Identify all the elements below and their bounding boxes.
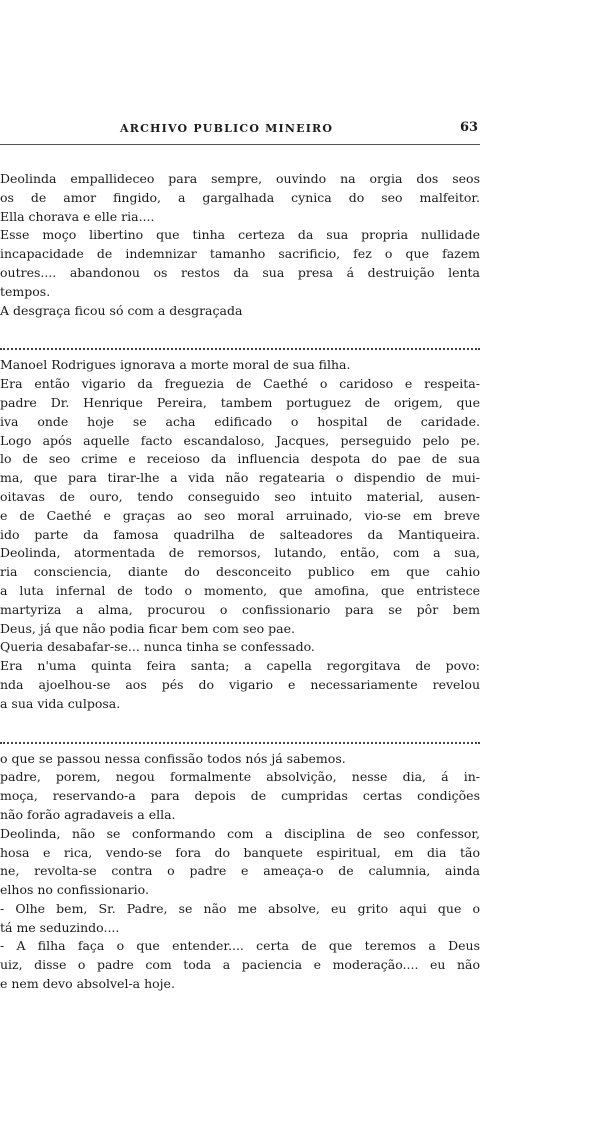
text-line: - Olhe bem, Sr. Padre, se não me absolve, eu grito aqui que o xyxy=(0,900,480,916)
text-line: Manoel Rodrigues ignorava a morte moral de sua filha. xyxy=(0,357,351,373)
text-line: hosa e rica, vendo-se fora do banquete espiritual, em dia tão xyxy=(0,844,480,860)
text-line: A desgraça ficou só com a desgraçada xyxy=(0,302,243,318)
page-header xyxy=(0,118,480,140)
text-line: Ella chorava e elle ria.... xyxy=(0,208,155,224)
text-block-2 xyxy=(0,356,480,713)
text-line: Deus, já que não podia ficar bem com seo pae. xyxy=(0,620,295,636)
text-line: iva onde hoje se acha edificado o hospital de caridade. xyxy=(0,413,480,429)
text-line: oitavas de ouro, tendo conseguido seo intuito material, ausen- xyxy=(0,488,480,504)
text-line: outres.... abandonou os restos da sua presa á destruição lenta xyxy=(0,264,480,280)
text-line: tempos. xyxy=(0,283,51,299)
page-number: 63 xyxy=(460,120,479,135)
text-block-3 xyxy=(0,750,480,994)
text-line: martyriza a alma, procurou o confissionario para se pôr bem xyxy=(0,601,480,617)
text-line: ne, revolta-se contra o padre e ameaça-o de calumnia, ainda xyxy=(0,863,480,879)
text-line: Era então vigario da freguezia de Caethé o caridoso e respeita- xyxy=(0,376,480,392)
text-line: a luta infernal de todo o momento, que amofina, que entristece xyxy=(0,582,480,598)
text-line: ria consciencia, diante do desconceito publico em que cahio xyxy=(0,564,480,580)
text-line: moça, reservando-a para depois de cumpridas certas condições xyxy=(0,788,480,804)
text-line: - A filha faça o que entender.... certa de que teremos a Deus xyxy=(0,938,480,954)
text-line: Queria desabafar-se... nunca tinha se confessado. xyxy=(0,639,315,655)
text-line: Deolinda, atormentada de remorsos, lutando, então, com a sua, xyxy=(0,545,480,561)
text-line: padre Dr. Henrique Pereira, tambem portuguez de origem, que xyxy=(0,394,480,410)
text-line: Logo após aquelle facto escandaloso, Jacques, perseguido pelo pe. xyxy=(0,432,480,448)
text-line: a sua vida culposa. xyxy=(0,695,121,711)
text-line: ido parte da famosa quadrilha de salteadores da Mantiqueira. xyxy=(0,526,480,542)
dotted-separator xyxy=(0,326,480,350)
text-line: ma, que para tirar-lhe a vida não regatearia o dispendio de mui- xyxy=(0,470,480,486)
text-line: tá me seduzindo.... xyxy=(0,919,120,935)
text-line: não forão agradaveis a ella. xyxy=(0,806,176,822)
text-line: Deolinda, não se conformando com a disciplina de seo confessor, xyxy=(0,825,480,841)
text-line: nda ajoelhou-se aos pés do vigario e necessariamente revelou xyxy=(0,676,480,692)
header-rule xyxy=(0,144,480,145)
page-body xyxy=(0,170,480,994)
text-line: lo de seo crime e receioso da influencia despota do pae de sua xyxy=(0,451,480,467)
text-line: padre, porem, negou formalmente absolvição, nesse dia, á in- xyxy=(0,769,480,785)
text-line: Era n'uma quinta feira santa; a capella regorgitava de povo: xyxy=(0,658,480,674)
text-line: Esse moço libertino que tinha certeza da sua propria nullidade xyxy=(0,227,480,243)
text-line: Deolinda empallideceo para sempre, ouvindo na orgia dos seos xyxy=(0,171,480,186)
text-line: e nem devo absolvel-a hoje. xyxy=(0,976,175,992)
running-title: ARCHIVO PUBLICO MINEIRO xyxy=(120,122,334,135)
text-line: incapacidade de indemnizar tamanho sacrificio, fez o que fazem xyxy=(0,246,480,262)
text-block-1 xyxy=(0,170,480,320)
text-line: os de amor fingido, a gargalhada cynica do seo malfeitor. xyxy=(0,189,480,205)
text-line: uiz, disse o padre com toda a paciencia e moderação.... eu não xyxy=(0,957,480,973)
text-line: e de Caethé e graças ao seo moral arruinado, vio-se em breve xyxy=(0,507,480,523)
dotted-separator xyxy=(0,720,480,744)
text-line: elhos no confissionario. xyxy=(0,882,149,898)
text-line: o que se passou nessa confissão todos nós já sabemos. xyxy=(0,750,346,766)
